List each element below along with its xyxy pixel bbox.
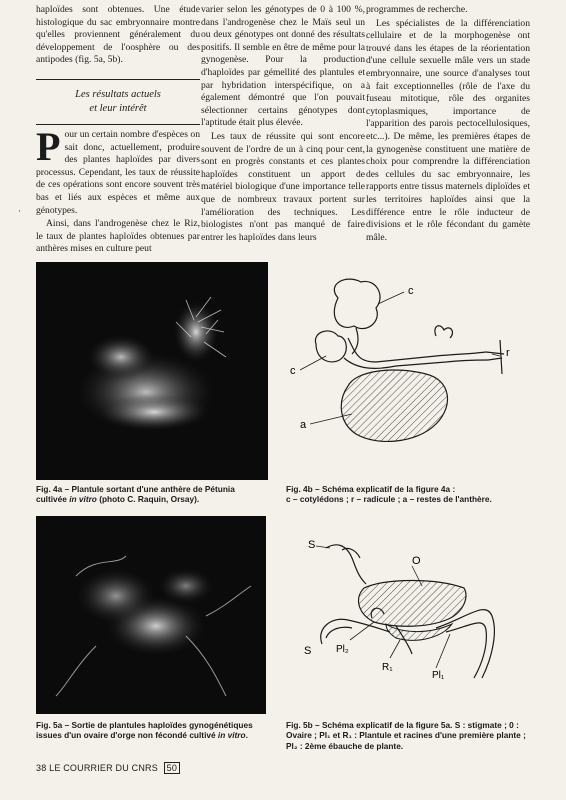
figure-5b-diagram (286, 528, 526, 718)
page-footer (36, 762, 180, 774)
paragraph-with-dropcap (36, 123, 200, 217)
section-title-line-1: Les résultats actuels (75, 88, 161, 100)
caption-text: . (245, 730, 248, 741)
cotyledon-left (315, 331, 346, 362)
anther-remains (341, 370, 447, 441)
label-c-left: c (290, 365, 296, 377)
barley-ovary-image (36, 516, 266, 714)
figure-4a-caption (36, 484, 268, 505)
drop-cap: P (36, 123, 61, 169)
stigma-top (326, 545, 366, 584)
paragraph: haploïdes sont obtenues. Une étude histologique du sac embryonnaire montre qu'elles proviennent généralement du développement de l'oosphère ou des antipodes (fig. 5a, 5b). (36, 4, 200, 66)
figure-5b-caption (286, 720, 526, 751)
figure-4a-photo (36, 262, 268, 480)
text-column-1 (36, 4, 200, 257)
caption-text: Fig. 5a – Sortie de plantules haploïdes gynogénétiques issues d'un ovaire d'orge non fécondé cultivé (36, 720, 253, 741)
petunia-plantlet-image (36, 262, 268, 480)
label-s-top: S (308, 539, 316, 551)
figure-5a-caption (36, 720, 268, 741)
margin-mark: · (18, 206, 21, 216)
issue-number: 50 (164, 762, 180, 774)
paragraph: Les taux de réussite qui sont encore souvent de l'ordre de un à cinq pour cent, sont en progrès constants et ces plantes haploïdes constituent un apport de matériel biologique d'une importance telle que de nombreux travaux portent sur l'amélioration des techniques. Les biologistes n'ont pas manqué de faire entrer les haploïdes dans leurs (201, 130, 365, 243)
paragraph: varier selon les génotypes de 0 à 100 %, dans l'androgenèse chez le Maïs seul un ou deux génotypes ont donné des résultats positifs. Il semble en être de même pour la gynogenèse. Pour la production d'haploïdes par gémellité des plantules et par hybridation interspécifique, on a également démontré que l'on pouvait sélectionner certains génotypes dont l'aptitude était plus élevée. (201, 4, 365, 129)
page-number: 38 (36, 763, 47, 773)
caption-line-1: Fig. 4b – Schéma explicatif de la figure 4a : (286, 484, 456, 494)
cotyledon-top (334, 279, 380, 328)
publication-name: LE COURRIER DU CNRS (49, 763, 158, 773)
text-column-2 (201, 4, 365, 245)
section-title-line-2: et leur intérêt (89, 102, 147, 114)
figure-5a-photo (36, 516, 266, 714)
label-pl2: Pl₂ (336, 644, 349, 655)
caption-text: Fig. 4a – Plantule sortant d'une anthère de Pétunia cultivée (36, 484, 235, 505)
ovary (359, 581, 466, 627)
label-s-left: S (304, 645, 312, 657)
caption-italic: in vitro (217, 730, 246, 741)
label-c-top: c (408, 285, 414, 297)
label-a: a (300, 419, 307, 431)
caption-line-2: c – cotylédons ; r – radicule ; a – restes de l'anthère. (286, 494, 492, 505)
paragraph: Les spécialistes de la différenciation cellulaire et de la morphogenèse ont trouvé dans les étapes de la réorientation d'une cellule sexuelle mâle vers un stade embryonnaire, une source d'analyses tout à fait exceptionnelles (rôle de l'axe du fuseau mitotique, rôle des organites cytoplasmiques, importance de l'apparition des parois pectocellulosiques, etc...). De même, les premières étapes de la gynogenèse constituent une matière de choix pour comprendre la différenciation des cellules du sac embryonnaire, les rapports entre tissus maternels diploïdes et les territoires haploïdes ainsi que la différence entre le rôle inducteur de divisions et le rôle fécondant du gamète mâle. (366, 17, 530, 243)
paragraph: programmes de recherche. (366, 4, 468, 15)
section-heading-box (36, 79, 200, 125)
label-pl1: Pl₁ (432, 670, 445, 681)
label-r: r (506, 347, 510, 359)
paragraph: Ainsi, dans l'androgenèse chez le Riz, le taux de plantes haploïdes obtenues par anthères mises en culture peut (36, 218, 200, 255)
figure-4b-diagram (286, 274, 526, 474)
paragraph-text: our un certain nombre d'espèces on sait donc, actuellement, produire des plantes haploïdes par divers processus. Cependant, les taux de réussite de ces opérations sont encore souvent très bas et liés aux espèces et même aux génotypes. (36, 128, 200, 216)
label-r1: R₁ (382, 662, 393, 673)
figure-4b-caption (286, 484, 526, 505)
text-column-3 (366, 4, 530, 245)
caption-italic: in vitro (69, 494, 97, 505)
label-o: O (412, 555, 421, 567)
caption-text: (photo C. Raquin, Orsay). (96, 494, 200, 505)
caption-line-1: Fig. 5b – Schéma explicatif de la figure 5a. S : stigmate ; 0 : Ovaire ; Pl₁ et R₁ : Plantule et racines d'une première plante ; Pl₂ : 2ème ébauche de plante. (286, 720, 526, 751)
